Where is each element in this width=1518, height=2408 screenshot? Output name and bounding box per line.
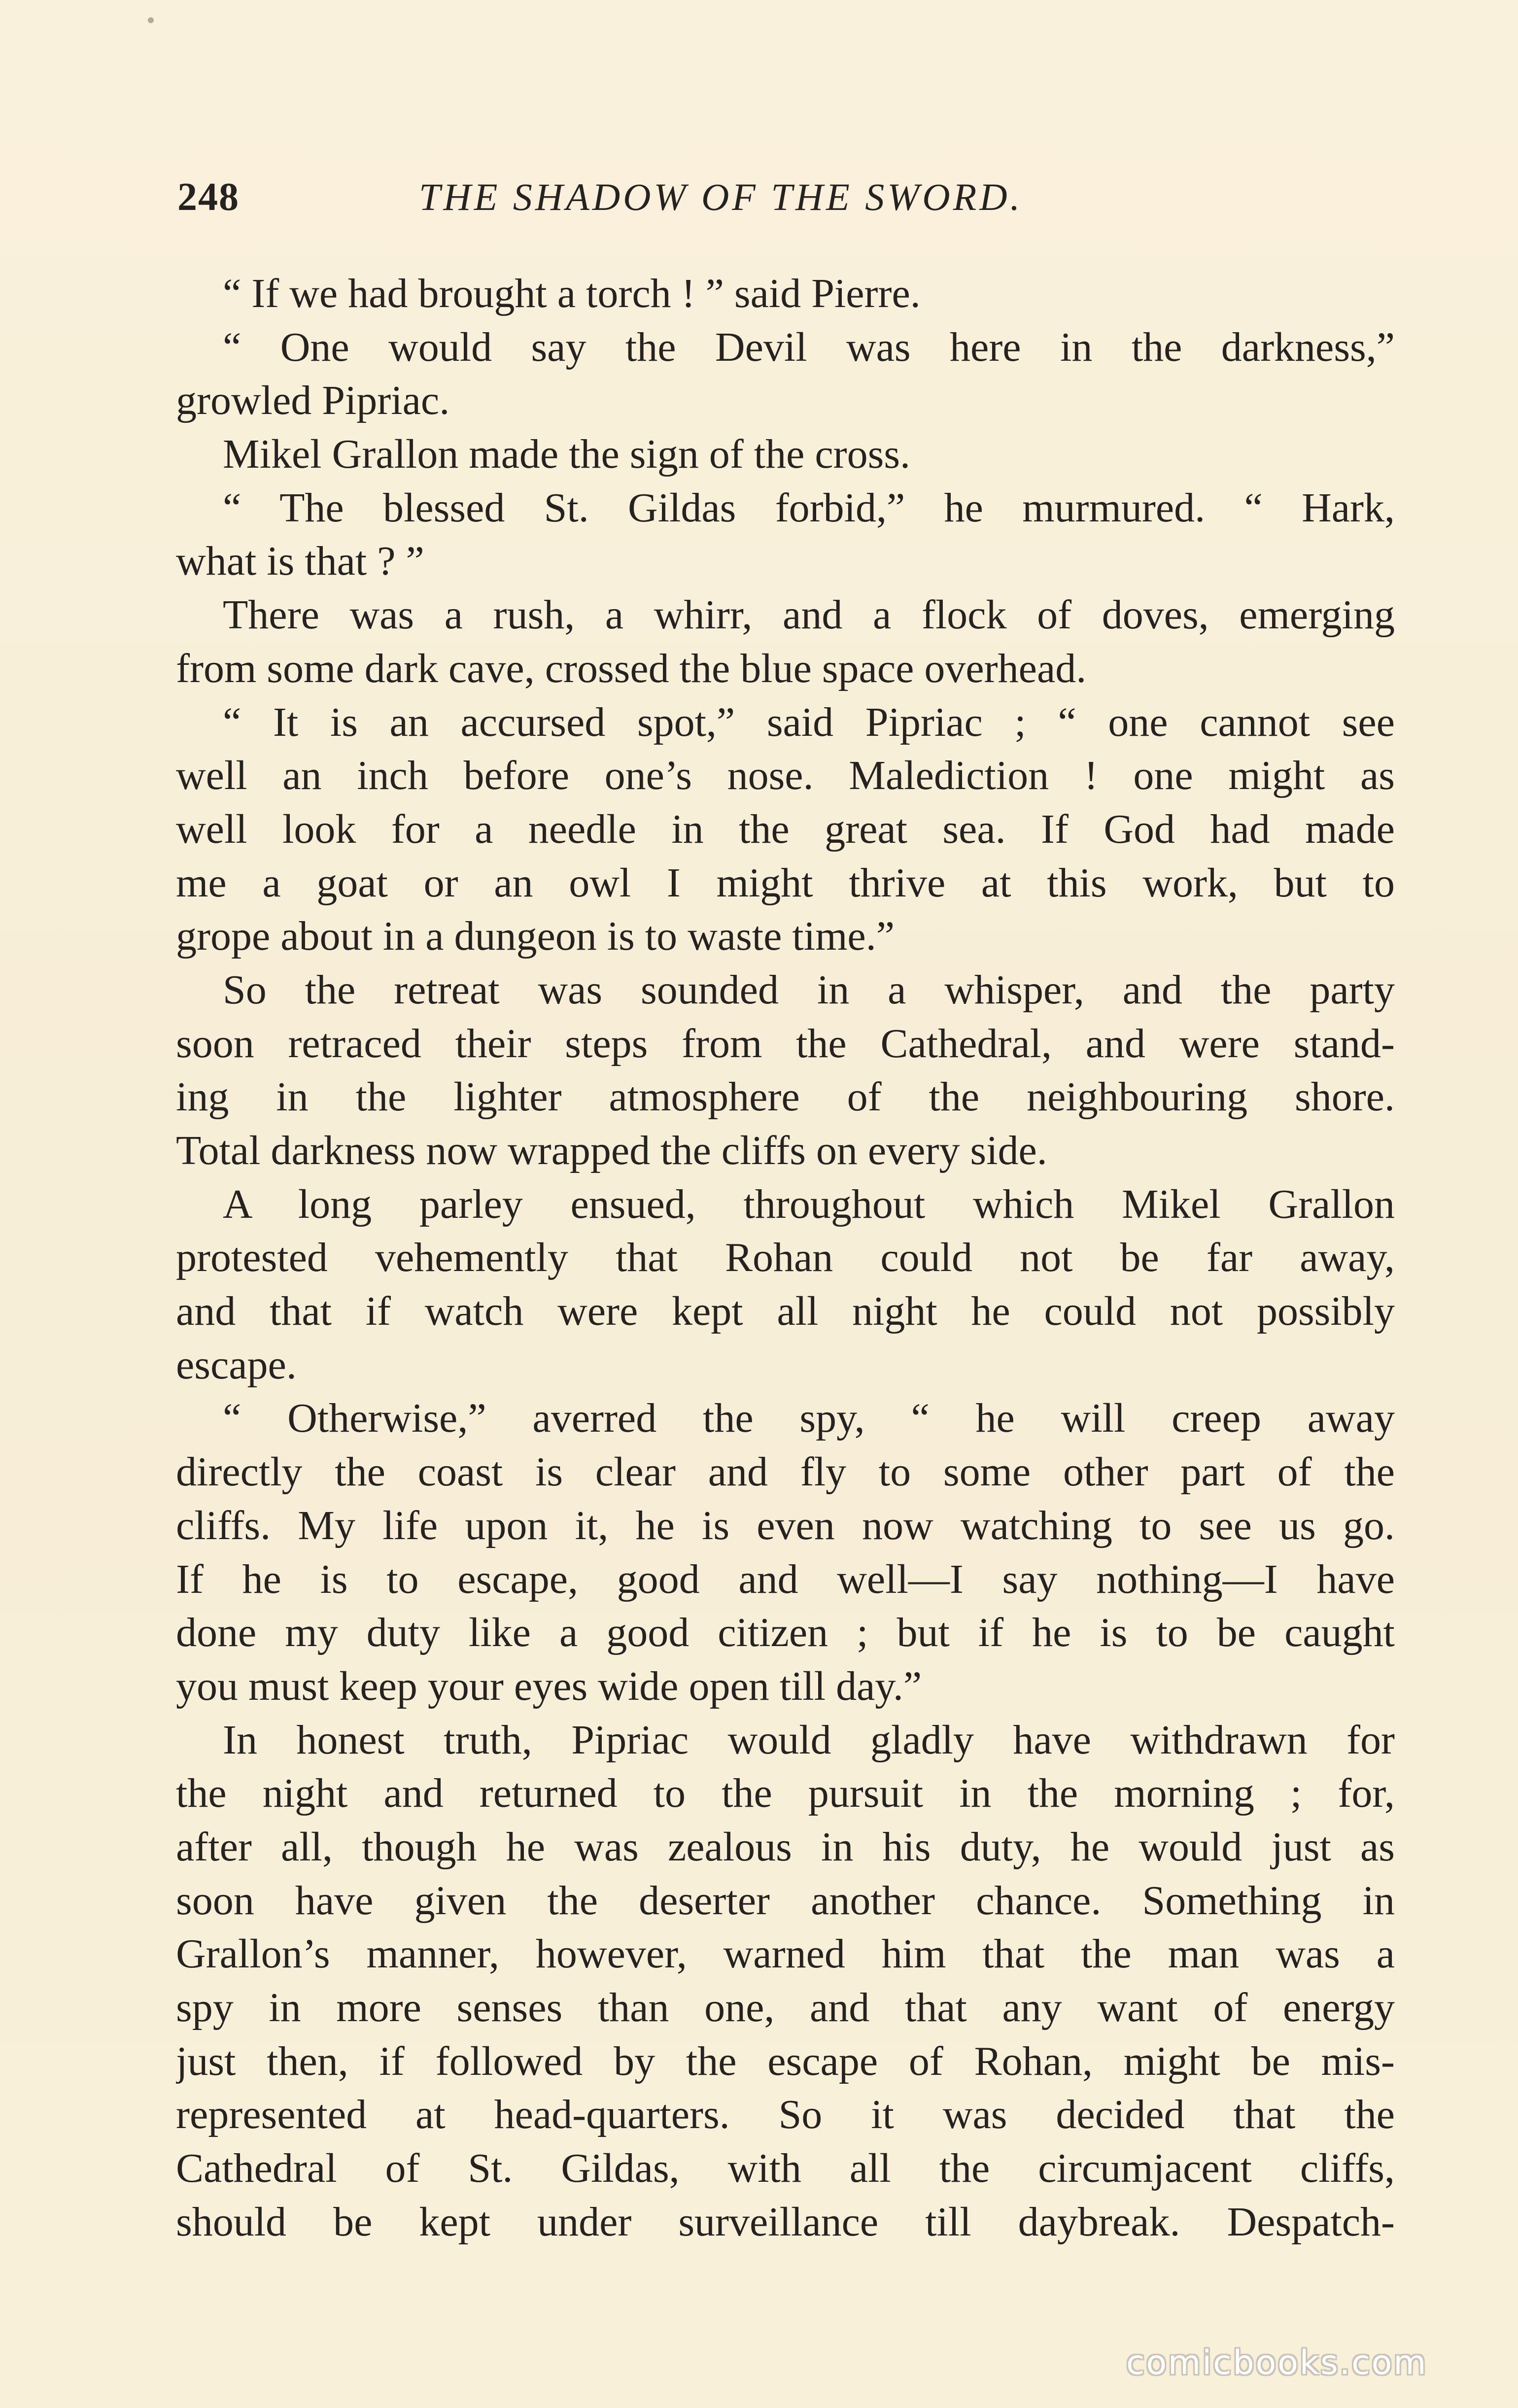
text-line: you must keep your eyes wide open till day.”: [176, 1663, 922, 1709]
text-line: Mikel Grallon made the sign of the cross.: [223, 431, 911, 478]
text-line: So the retreat was sounded in a whisper, and the party: [223, 966, 1395, 1013]
text-line: me a goat or an owl I might thrive at this work, but to: [176, 860, 1395, 906]
text-line: “ It is an accursed spot,” said Pipriac ; “ one cannot see: [223, 699, 1395, 745]
text-line: cliffs. My life upon it, he is even now watching to see us go.: [176, 1502, 1395, 1548]
ink-spot: [148, 17, 154, 23]
text-line: Total darkness now wrapped the cliffs on every side.: [176, 1128, 1047, 1173]
text-line: “ One would say the Devil was here in the darkness,”: [223, 324, 1395, 370]
watermark-logo: comicbooks.com: [1126, 2343, 1428, 2382]
text-line: Grallon’s manner, however, warned him that the man was a: [176, 1931, 1395, 1977]
text-line: grope about in a dungeon is to waste time.”: [176, 913, 895, 960]
page-number: 248: [177, 175, 240, 219]
text-line: what is that ? ”: [176, 538, 424, 585]
text-line: A long parley ensued, throughout which Mikel Grallon: [223, 1181, 1395, 1227]
text-line: done my duty like a good citizen ; but if he is to be caught: [176, 1610, 1395, 1656]
running-head: [177, 168, 1163, 227]
text-line: If he is to escape, good and well—I say nothing—I have: [176, 1556, 1395, 1602]
text-line: escape.: [176, 1342, 297, 1388]
text-line: should be kept under surveillance till daybreak. Despatch-: [176, 2199, 1395, 2245]
text-line: well look for a needle in the great sea. If God had made: [176, 806, 1395, 852]
text-line: from some dark cave, crossed the blue space overhead.: [176, 645, 1087, 691]
text-line: There was a rush, a whirr, and a flock of doves, emerging: [223, 592, 1395, 638]
text-line: soon have given the deserter another chance. Something in: [176, 1877, 1395, 1924]
text-line: the night and returned to the pursuit in the morning ; for,: [176, 1770, 1395, 1817]
text-line: after all, though he was zealous in his duty, he would just as: [176, 1823, 1395, 1870]
text-line: and that if watch were kept all night he could not possibly: [176, 1288, 1395, 1335]
text-line: soon retraced their steps from the Cathedral, and were stand-: [176, 1020, 1395, 1066]
text-line: spy in more senses than one, and that any want of energy: [176, 1985, 1395, 2030]
text-line: well an inch before one’s nose. Malediction ! one might as: [176, 753, 1395, 799]
body-text: [176, 267, 1395, 2249]
text-line: represented at head-quarters. So it was decided that the: [176, 2092, 1395, 2138]
text-line: “ The blessed St. Gildas forbid,” he murmured. “ Hark,: [223, 484, 1395, 531]
text-line: “ If we had brought a torch ! ” said Pierre.: [223, 271, 921, 316]
text-line: Cathedral of St. Gildas, with all the circumjacent cliffs,: [176, 2145, 1395, 2192]
text-line: directly the coast is clear and fly to some other part of the: [176, 1449, 1395, 1495]
text-line: growled Pipriac.: [176, 378, 450, 424]
text-line: protested vehemently that Rohan could not be far away,: [176, 1235, 1395, 1281]
text-line: just then, if followed by the escape of Rohan, might be mis-: [176, 2038, 1395, 2084]
text-line: ing in the lighter atmosphere of the neighbouring shore.: [176, 1074, 1395, 1120]
text-line: In honest truth, Pipriac would gladly have withdrawn for: [223, 1717, 1395, 1763]
running-title: THE SHADOW OF THE SWORD.: [419, 175, 1023, 218]
text-line: “ Otherwise,” averred the spy, “ he will creep away: [223, 1395, 1395, 1442]
